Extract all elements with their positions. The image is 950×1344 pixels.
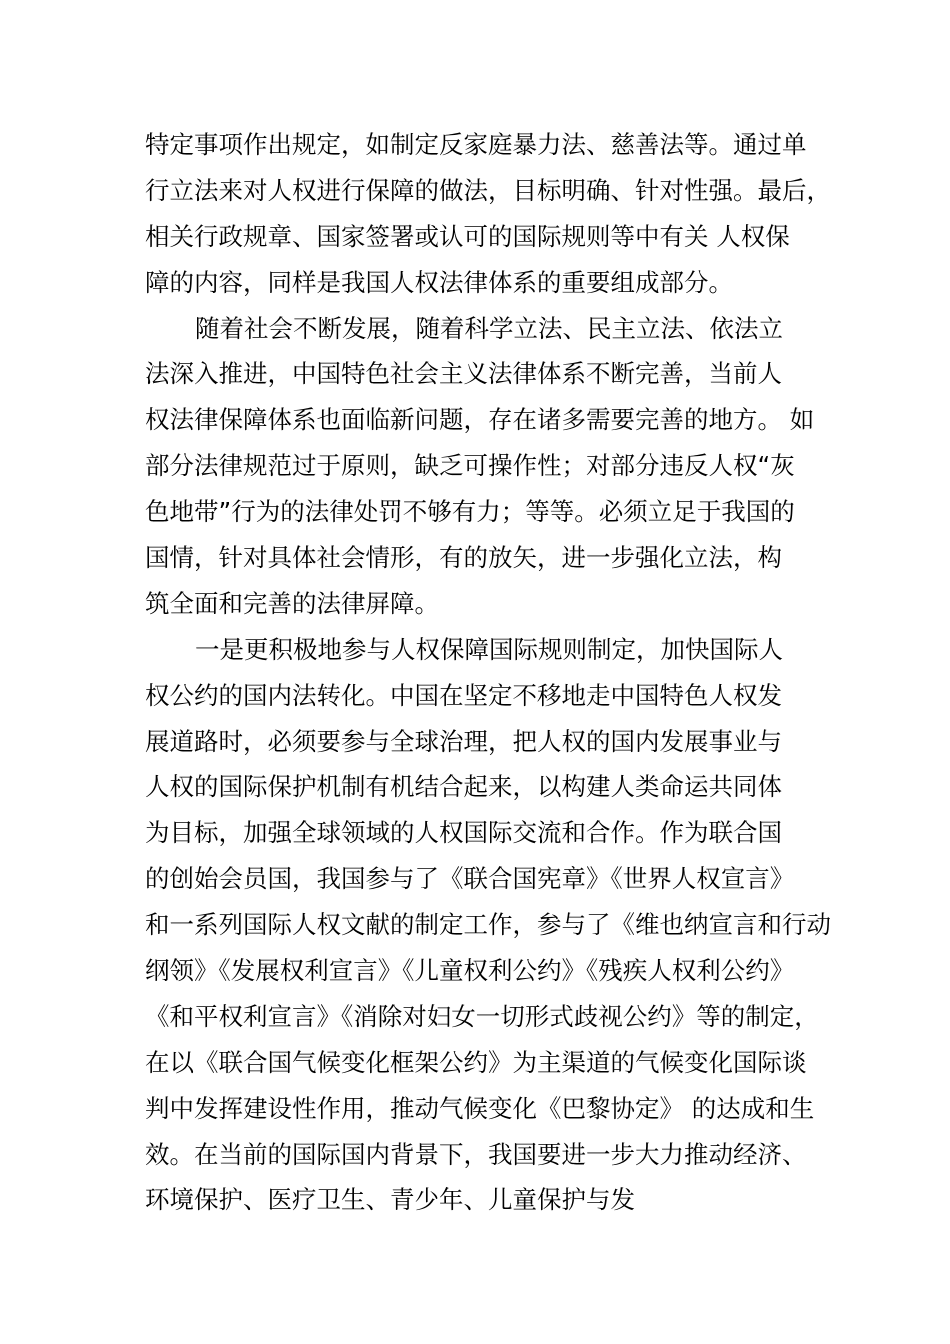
paragraph-start-line: 随着社会不断发展，随着科学立法、民主立法、依法立 xyxy=(195,313,783,343)
text-line: 国情，针对具体社会情形，有的放矢，进一步强化立法，构 xyxy=(145,543,782,573)
text-line: 相关行政规章、国家签署或认可的国际规则等中有关 人权保 xyxy=(145,221,790,251)
text-line: 人权的国际保护机制有机结合起来，以构建人类命运共同体 xyxy=(145,772,782,802)
paragraph-start-line: 一是更积极地参与人权保障国际规则制定，加快国际人 xyxy=(195,634,783,664)
text-line: 环境保护、医疗卫生、青少年、儿童保护与发 xyxy=(145,1185,635,1215)
text-line: 在以《联合国气候变化框架公约》为主渠道的气候变化国际谈 xyxy=(145,1047,807,1077)
text-line: 筑全面和完善的法律屏障。 xyxy=(145,588,439,618)
text-line: 《和平权利宣言》《消除对妇女一切形式歧视公约》等的制定， xyxy=(145,1001,819,1031)
text-line: 权法律保障体系也面临新问题，存在诸多需要完善的地方。 如 xyxy=(145,405,815,435)
text-line: 法深入推进，中国特色社会主义法律体系不断完善，当前人 xyxy=(145,359,782,389)
text-line: 特定事项作出规定，如制定反家庭暴力法、慈善法等。通过单 xyxy=(145,130,807,159)
text-line: 的创始会员国，我国参与了《联合国宪章》《世界人权宣言》 xyxy=(145,864,795,894)
text-line: 效。在当前的国际国内背景下，我国要进一步大力推动经济、 xyxy=(145,1139,807,1169)
text-line: 为目标，加强全球领域的人权国际交流和合作。作为联合国 xyxy=(145,818,782,848)
text-line: 判中发挥建设性作用，推动气候变化《巴黎协定》 的达成和生 xyxy=(145,1093,815,1123)
text-line: 障的内容，同样是我国人权法律体系的重要组成部分。 xyxy=(145,267,733,297)
body-text xyxy=(145,122,845,1223)
text-line: 纲领》《发展权利宣言》《儿童权利公约》《残疾人权利公约》 xyxy=(145,956,795,986)
text-line: 权公约的国内法转化。中国在坚定不移地走中国特色人权发 xyxy=(145,680,782,710)
text-line: 展道路时，必须要参与全球治理，把人权的国内发展事业与 xyxy=(145,726,782,756)
text-line: 和一系列国际人权文献的制定工作，参与了《维也纳宣言和行动 xyxy=(145,910,831,940)
text-line: 色地带”行为的法律处罚不够有力；等等。必须立足于我国的 xyxy=(145,497,795,527)
text-line: 行立法来对人权进行保障的做法，目标明确、针对性强。最后， xyxy=(145,175,831,205)
text-line: 部分法律规范过于原则，缺乏可操作性；对部分违反人权“灰 xyxy=(145,451,795,481)
